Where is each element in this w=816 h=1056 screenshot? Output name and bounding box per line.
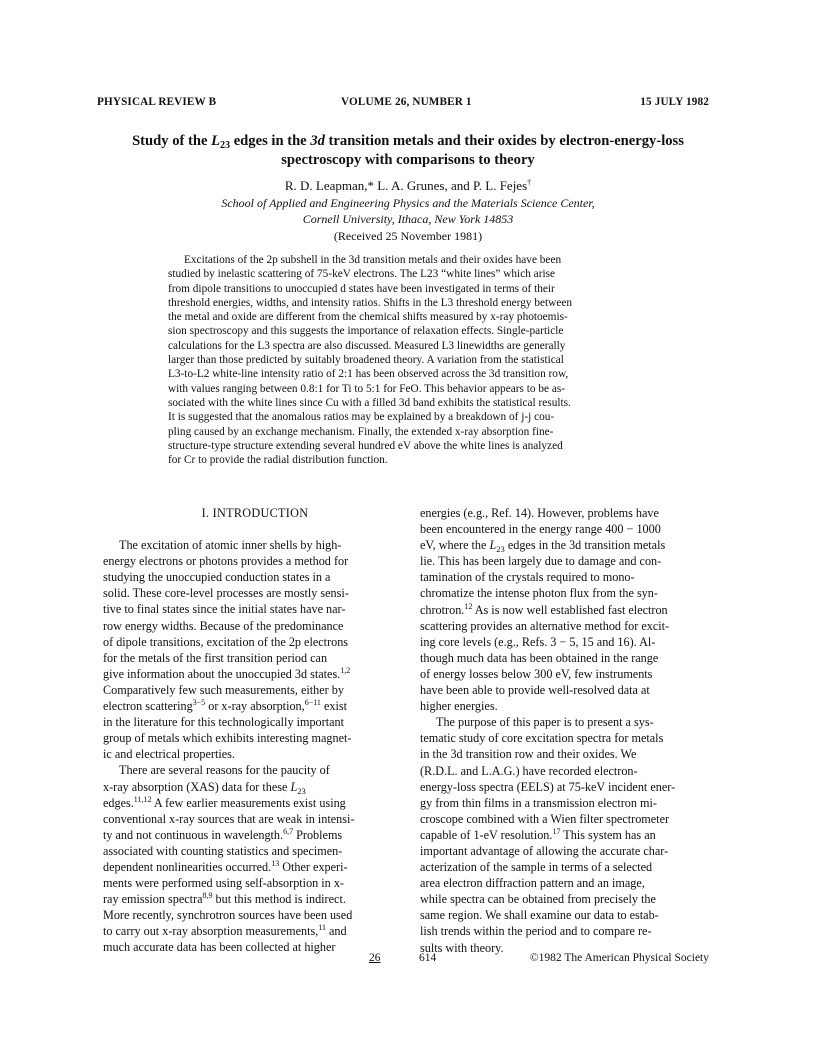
body-line: energies (e.g., Ref. 14). However, problems have [420, 506, 659, 520]
body-line: been encountered in the energy range 400 − 1000 [420, 522, 661, 537]
citation: 3−5 [192, 698, 206, 708]
left-column [103, 505, 407, 956]
body-line: sults with theory. [420, 940, 504, 955]
abstract-line: sion spectroscopy and this suggests the importance of relaxation effects. Single-particle [168, 325, 564, 338]
body-line: associated with counting statistics and specimen- [103, 843, 343, 858]
body-line: There are several reasons for the paucity of [119, 763, 330, 778]
body-line: (R.D.L. and L.A.G.) have recorded electron- [420, 763, 638, 778]
journal-name: PHYSICAL REVIEW B [97, 96, 217, 108]
body-line: tematic study of core excitation spectra for metals [420, 731, 664, 746]
issue-date: 15 JULY 1982 [640, 96, 709, 108]
body-line: in the 3d transition row and their oxides. We [420, 747, 637, 762]
body-line: chromatize the intense photon flux from the syn- [420, 586, 658, 601]
received-date: (Received 25 November 1981) [333, 229, 483, 243]
right-column [420, 505, 724, 956]
body-line: important advantage of allowing the accurate char- [420, 843, 669, 858]
affiliation-line-2: Cornell University, Ithaca, New York 14853 [302, 211, 514, 226]
abstract-line: with values ranging between 0.8:1 for Ti to 5:1 for FeO. This behavior appears to be as- [168, 382, 565, 395]
body-line: lie. This has been largely due to damage and con- [420, 554, 662, 569]
body-line: acterization of the sample in terms of a selected [420, 860, 653, 875]
citation: 11 [318, 923, 326, 933]
article-title [90, 132, 726, 170]
citation: 12 [464, 601, 473, 611]
body-line: eV, where the $L_{23}$ edges in the 3d transition metals [420, 538, 666, 555]
body-line: The purpose of this paper is to present a sys- [436, 715, 654, 730]
body-line: in the literature for this technologically important [103, 715, 344, 730]
body-line: croscope combined with a Wien filter spectrometer [420, 811, 670, 826]
body-line: studying the unoccupied conduction states in a [103, 570, 331, 585]
running-header [97, 96, 709, 112]
abstract-line: threshold energies, widths, and intensity ratios. Shifts in the L3 threshold energy between [168, 296, 573, 309]
body-line: More recently, synchrotron sources have been used [103, 908, 353, 923]
body-line: energy-loss spectra (EELS) at 75-keV incident ener- [420, 779, 676, 794]
footer-volume: 26 [369, 952, 381, 964]
body-line: ty and not continuous in wavelength.$^{6,7}$ Problems [103, 826, 343, 842]
body-line: capable of 1-eV resolution.$^{17}$ This system has an [420, 826, 656, 842]
body-line: to carry out x-ray absorption measurements,$^{11}$ and [103, 923, 347, 939]
page-number: 614 [419, 952, 437, 964]
body-line: dependent nonlinearities occurred.$^{13}$ Other experi- [103, 858, 348, 874]
body-line: group of metals which exhibits interesting magnet- [103, 731, 352, 746]
body-line: ing core levels (e.g., Refs. 3 − 5, 15 and 16). Al- [420, 634, 656, 649]
body-line: higher energies. [420, 699, 498, 714]
abstract-line: structure-type structure extending several hundred eV above the white lines is analyzed [168, 439, 563, 452]
body-line: The excitation of atomic inner shells by high- [119, 538, 342, 553]
body-line: solid. These core-level processes are mostly sensi- [103, 586, 349, 601]
body-line: tive to final states since the initial states have nar- [103, 602, 346, 617]
body-line: while spectra can be obtained from precisely the [420, 892, 656, 907]
body-line: of energy losses below 300 eV, few instruments [420, 666, 653, 681]
citation: 6−11 [304, 698, 321, 708]
title-line-1: Study of the $L_{23}$ edges in the 3d transition metals and their oxides by electron-energy-loss [132, 133, 684, 151]
citation: 17 [552, 826, 561, 836]
body-line: gy from thin films in a transmission electron mi- [420, 795, 657, 810]
abstract-line: sociated with the white lines since Cu with a filled 3d band exhibits the statistical results. [168, 396, 571, 409]
body-line: area electron diffraction pattern and an image, [420, 876, 645, 891]
body-line: though much data has been obtained in the range [420, 650, 659, 665]
abstract-line: studied by inelastic scattering of 75-keV electrons. The L23 “white lines” which arise [168, 268, 556, 281]
body-line: lish trends within the period and to compare re- [420, 924, 652, 939]
citation: 8,9 [202, 891, 213, 901]
citation: 13 [271, 858, 280, 868]
body-line: row energy widths. Because of the predominance [103, 618, 344, 633]
body-line: ray emission spectra$^{8,9}$ but this method is indirect. [103, 891, 346, 907]
body-line: conventional x-ray sources that are weak in intensi- [103, 811, 355, 826]
body-line: electron scattering$^{3-5}$ or x-ray absorption,$^{6-11}$ exist [103, 698, 347, 714]
abstract-line: larger than those predicted by suitably broadened theory. A variation from the statistical [168, 354, 564, 367]
body-line: x-ray absorption (XAS) data for these $L_{23}$ [103, 779, 306, 796]
body-line: same region. We shall examine our data to estab- [420, 908, 659, 923]
abstract-line: calculations for the L3 spectra are also discussed. Measured L3 linewidths are generally [168, 339, 566, 352]
body-line: chrotron.$^{12}$ As is now well established fast electron [420, 601, 668, 617]
affiliation-line-1: School of Applied and Engineering Physics and the Materials Science Center, [221, 196, 595, 210]
abstract-line: for Cr to provide the radial distribution function. [168, 454, 388, 467]
author-list: R. D. Leapman,* L. A. Grunes, and P. L. Fejes† [284, 178, 532, 193]
citation: 1,2 [340, 665, 351, 675]
body-line: for the metals of the first transition period can [103, 650, 328, 665]
abstract-line: Excitations of the 2p subshell in the 3d transition metals and their oxides have been [184, 254, 562, 266]
page-footer [97, 952, 709, 968]
abstract-line: pling caused by an exchange mechanism. Finally, the extended x-ray absorption fine- [168, 425, 554, 438]
body-line: ic and electrical properties. [103, 747, 235, 762]
affiliation [100, 196, 716, 227]
body-line: give information about the unoccupied 3d states.$^{1,2}$ [103, 665, 351, 681]
body-line: much accurate data has been collected at higher [103, 940, 336, 955]
body-line: of dipole transitions, excitation of the 2p electrons [103, 634, 349, 649]
section-heading: I. INTRODUCTION [201, 506, 309, 520]
body-line: have been able to provide well-resolved data at [420, 683, 650, 698]
copyright-notice: ©1982 The American Physical Society [529, 952, 709, 964]
body-line: scattering provides an alternative method for excit- [420, 618, 670, 633]
body-line: edges.$^{11,12}$ A few earlier measurements exist using [103, 794, 346, 810]
citation: 11,12 [133, 794, 152, 804]
citation: 6,7 [283, 826, 294, 836]
body-line: tamination of the crystals required to mono- [420, 570, 635, 585]
abstract-line: from dipole transitions to unoccupied d states have been investigated in terms of their [168, 282, 555, 295]
title-line-2: spectroscopy with comparisons to theory [281, 152, 535, 168]
body-line: Comparatively few such measurements, either by [103, 682, 344, 697]
body-line: energy electrons or photons provides a method for [103, 554, 349, 569]
abstract-line: the metal and oxide are different from the chemical shifts measured by x-ray photoemis- [168, 311, 568, 324]
body-line: ments were performed using self-absorption in x- [103, 876, 344, 891]
volume-number: VOLUME 26, NUMBER 1 [341, 96, 472, 108]
abstract-line: L3-to-L2 white-line intensity ratio of 2:1 has been observed across the 3d transition row, [168, 368, 569, 381]
abstract-line: It is suggested that the anomalous ratios may be explained by a breakdown of j-j cou- [168, 411, 555, 424]
abstract [168, 253, 652, 467]
